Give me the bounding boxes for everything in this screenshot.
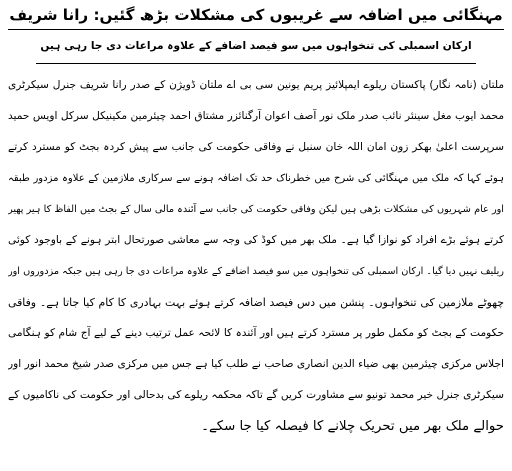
body-line: ملتان (نامہ نگار) پاکستان ریلوے ایمپلائیز پریم یونین سی بی اے ملتان ڈویژن کے صدر رانا شریف جنرل سیکرٹری	[8, 79, 504, 91]
body-line: حکومت کے بجٹ کو مکمل طور پر مسترد کرتے ہیں اور آئندہ کا لائحہ عمل ترتیب دینے کے لیے آج شام کو ہنگامی	[8, 327, 504, 339]
body-line: ہوئے کہا کہ ملک میں مہنگائی کی شرح میں خطرناک حد تک اضافہ ہونے سے سرکاری ملازمین کے علاوہ مزدور طبقہ	[8, 173, 504, 184]
body-line: سرپرست اعلیٰ بھکر زون امان اللہ خان سنبل نے وفاقی حکومت کی جانب سے پیش کردہ بجٹ کو مسترد کرتے	[8, 141, 504, 153]
headline: مہنگائی میں اضافہ سے غریبوں کی مشکلات بڑھ گئیں: رانا شریف	[8, 4, 504, 30]
body-line: کرتے ہوئے بڑے افراد کو نوازا گیا ہے۔ ملک بھر میں کوڈ کی وجہ سے معاشی صورتحال ابتر ہونے کے باوجود کوئی	[8, 234, 504, 246]
body-line: محمد ایوب مغل سینئر نائب صدر ملک نور آصف اعوان آرگنائزر مشتاق احمد چیئرمین مکینیکل سرکل اویس حمید	[8, 110, 504, 122]
body-line: اور عام شہریوں کی مشکلات بڑھی ہیں لیکن وفاقی حکومت کی جانب سے آئندہ مالی سال کے بجٹ میں الفاظ کا ہیر پھیر	[8, 204, 504, 215]
body-line: اجلاس مرکزی چیئرمین بھی ضیاء الدین انصاری صاحب نے طلب کیا ہے جس میں مرکزی صدر شیخ محمد انور اور	[8, 358, 504, 370]
body-line: حوالے ملک بھر میں تحریک چلانے کا فیصلہ کیا جا سکے۔	[201, 419, 504, 434]
body-line: ریلیف نہیں دیا گیا۔ ارکان اسمبلی کی تنخواہوں میں سو فیصد اضافے کے علاوہ مراعات دی جا رہی ہیں جبکہ مزدوروں اور	[8, 266, 504, 277]
body-line: سیکرٹری جنرل خیر محمد تونیو سے مشاورت کریں گے تاکہ محکمہ ریلوے کی بدحالی اور حکومت کی ناکامیوں کے	[8, 389, 504, 401]
body-line: چھوٹے ملازمین کی تنخواہوں۔ پنشن میں دس فیصد اضافہ کرتے ہوئے بہت بہادری کا کام کیا جاتا ہے۔ وفاقی	[8, 296, 504, 309]
subheadline: ارکان اسمبلی کی تنخواہوں میں سو فیصد اضافے کے علاوہ مراعات دی جا رہی ہیں	[36, 30, 476, 64]
article-body	[8, 70, 504, 442]
